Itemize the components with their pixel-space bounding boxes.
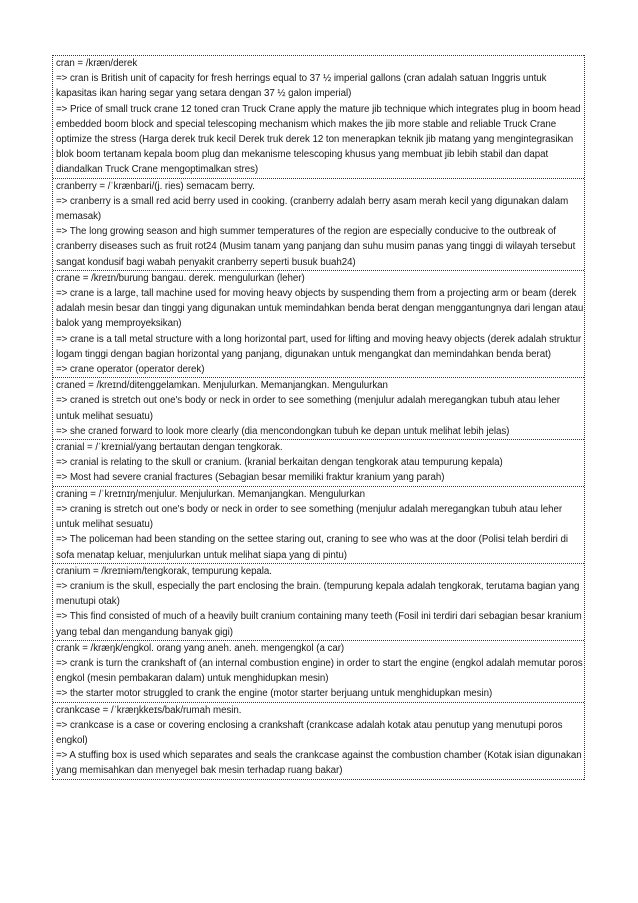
entry-example-line: => Most had severe cranial fractures (Sebagian besar memiliki fraktur kranium yang parah) (56, 472, 445, 484)
entry-headword: cran = /kræn/ (56, 58, 114, 69)
entry-example-line: => The policeman had been standing on the settee staring out, craning to see who was at the door (Polisi telah berdiri di sofa menatap keluar, menjulurkan untuk melihat siapa yang di pintu) (56, 534, 568, 561)
entry-example-line: => crankcase is a case or covering enclosing a crankshaft (crankcase adalah kotak atau penutup yang menutupi poros engkol) (56, 719, 563, 746)
entry-example-line: => cran is British unit of capacity for fresh herrings equal to 37 ½ imperial gallons (cran adalah satuan Inggris untuk kapasitas ikan haring segar yang setara dengan 37 ½ galon imperial) (56, 73, 547, 100)
dictionary-entry (53, 178, 584, 270)
entry-translation: bak/rumah mesin. (164, 704, 242, 716)
entry-example-line: => she craned forward to look more clearly (dia mencondongkan tubuh ke depan untuk melihat lebih jelas) (56, 425, 510, 437)
entry-headword: craned = /kreɪnd/ (56, 380, 130, 392)
dictionary-document (52, 55, 585, 780)
entry-headword-line (56, 641, 584, 656)
entry-headword: crane = /kreɪn/ (56, 272, 119, 284)
entry-headword: crank = /kræŋk/ (56, 642, 123, 654)
entry-headword-line (56, 703, 584, 718)
entry-translation: derek (113, 58, 138, 69)
entry-example-line: => crane is a large, tall machine used for moving heavy objects by suspending them from a projecting arm or beam (derek adalah mesin besar dan tinggi yang digunakan untuk memindahkan benda berat dengan menggantungnya dari lengan atau balok yang memproyeksikan) (56, 288, 584, 330)
dictionary-entry (53, 702, 584, 780)
entry-example-line: => A stuffing box is used which separates and seals the crankcase against the combustion chamber (Kotak isian digunakan yang memisahkan dan menyegel bak mesin terhadap ruang bakar) (56, 750, 582, 777)
dictionary-entry (53, 640, 584, 702)
entry-headword: cranium = /kreɪniəm/ (56, 565, 145, 577)
entry-example-line: => cranial is relating to the skull or cranium. (kranial berkaitan dengan tengkorak atau tempurung kepala) (56, 457, 503, 469)
entry-headword-line (56, 56, 584, 71)
entry-translation: burung bangau. derek. mengulurkan (leher) (118, 272, 305, 284)
entry-example-line: => Price of small truck crane 12 toned cran Truck Crane apply the mature jib technique which integrates plug in boom head embedded boom block and special telescoping mechanism which makes the jib more stable and reliable Truck Crane optimize the stress (Harga derek truk kecil Derek truk derek 12 ton menerapkan teknik jib matang yang mengintegrasikan blok boom tertanam kepala boom plug dan mekanisme telescoping khusus yang membuat jib lebih stabil dan dapat diandalkan Truck Crane mengoptimalkan stres) (56, 103, 581, 176)
entry-headword-line (56, 179, 584, 194)
entry-headword: crankcase = /ˈkræŋkkeɪs/ (56, 704, 165, 716)
entry-example-line: => the starter motor struggled to crank the engine (motor starter berjuang untuk menghidupkan mesin) (56, 688, 493, 700)
entry-example-line: => This find consisted of much of a heavily built cranium containing many teeth (Fosil ini terdiri dari sebagian besar kranium yang tebal dan mengandung banyak gigi) (56, 611, 582, 638)
dictionary-entry (53, 377, 584, 439)
entry-headword-line (56, 440, 584, 455)
entry-headword: cranial = /ˈkreɪnial/ (56, 442, 136, 454)
entry-headword: cranberry = /ˈkrænbari/ (56, 180, 155, 192)
entry-example-line: => The long growing season and high summer temperatures of the region are especially conducive to the outbreak of cranberry diseases such as fruit rot24 (Musim tanam yang panjang dan suhu musim panas yang tinggi di wilayah tersebut sangat kondusif bagi wabah penyakit cranberry seperti busuk buah24) (56, 226, 576, 268)
entry-example-line: => craning is stretch out one's body or neck in order to see something (menjulur adalah meregangkan tubuh atau leher untuk melihat sesuatu) (56, 503, 563, 531)
entry-example-line: => cranium is the skull, especially the part enclosing the brain. (tempurung kepala adalah tengkorak, terutama bagian yang menutupi otak) (56, 580, 580, 608)
entry-example-line: => crank is turn the crankshaft of (an internal combustion engine) in order to start the engine (engkol adalah memutar poros engkol (mesin pembakaran dalam) untuk menghidupkan mesin) (56, 657, 583, 685)
entry-example-line: => craned is stretch out one's body or neck in order to see something (menjulur adalah meregangkan tubuh atau leher untuk melihat sesuatu) (56, 395, 560, 422)
entry-translation: tengkorak, tempurung kepala. (144, 565, 272, 577)
entry-headword-line (56, 487, 584, 502)
dictionary-entry (53, 486, 584, 563)
dictionary-entry (53, 439, 584, 486)
entry-translation: (j. ries) semacam berry. (154, 180, 255, 192)
entry-translation: engkol. orang yang aneh. aneh. mengengkol (a car) (122, 642, 345, 654)
dictionary-entry (53, 563, 584, 640)
entry-headword-line (56, 271, 584, 286)
dictionary-entry (53, 55, 584, 178)
entry-example-line: => crane is a tall metal structure with a long horizontal part, used for lifting and moving heavy objects (derek adalah struktur logam tinggi dengan bagian horizontal yang panjang, digunakan untuk mengangkat dan memindahkan benda berat) (56, 333, 582, 360)
entry-example-line: => crane operator (operator derek) (56, 364, 205, 376)
entry-headword-line (56, 378, 584, 393)
entry-example-line: => cranberry is a small red acid berry used in cooking. (cranberry adalah berry asam merah kecil yang digunakan dalam memasak) (56, 195, 569, 223)
entry-translation: yang bertautan dengan tengkorak. (135, 442, 283, 454)
entry-headword-line (56, 564, 584, 579)
dictionary-entry (53, 270, 584, 377)
entry-translation: ditenggelamkan. Menjulurkan. Memanjangkan. Mengulurkan (129, 380, 388, 392)
entry-headword: craning = /ˈkreɪnɪŋ/ (56, 488, 139, 500)
entry-translation: menjulur. Menjulurkan. Memanjangkan. Mengulurkan (138, 488, 365, 500)
